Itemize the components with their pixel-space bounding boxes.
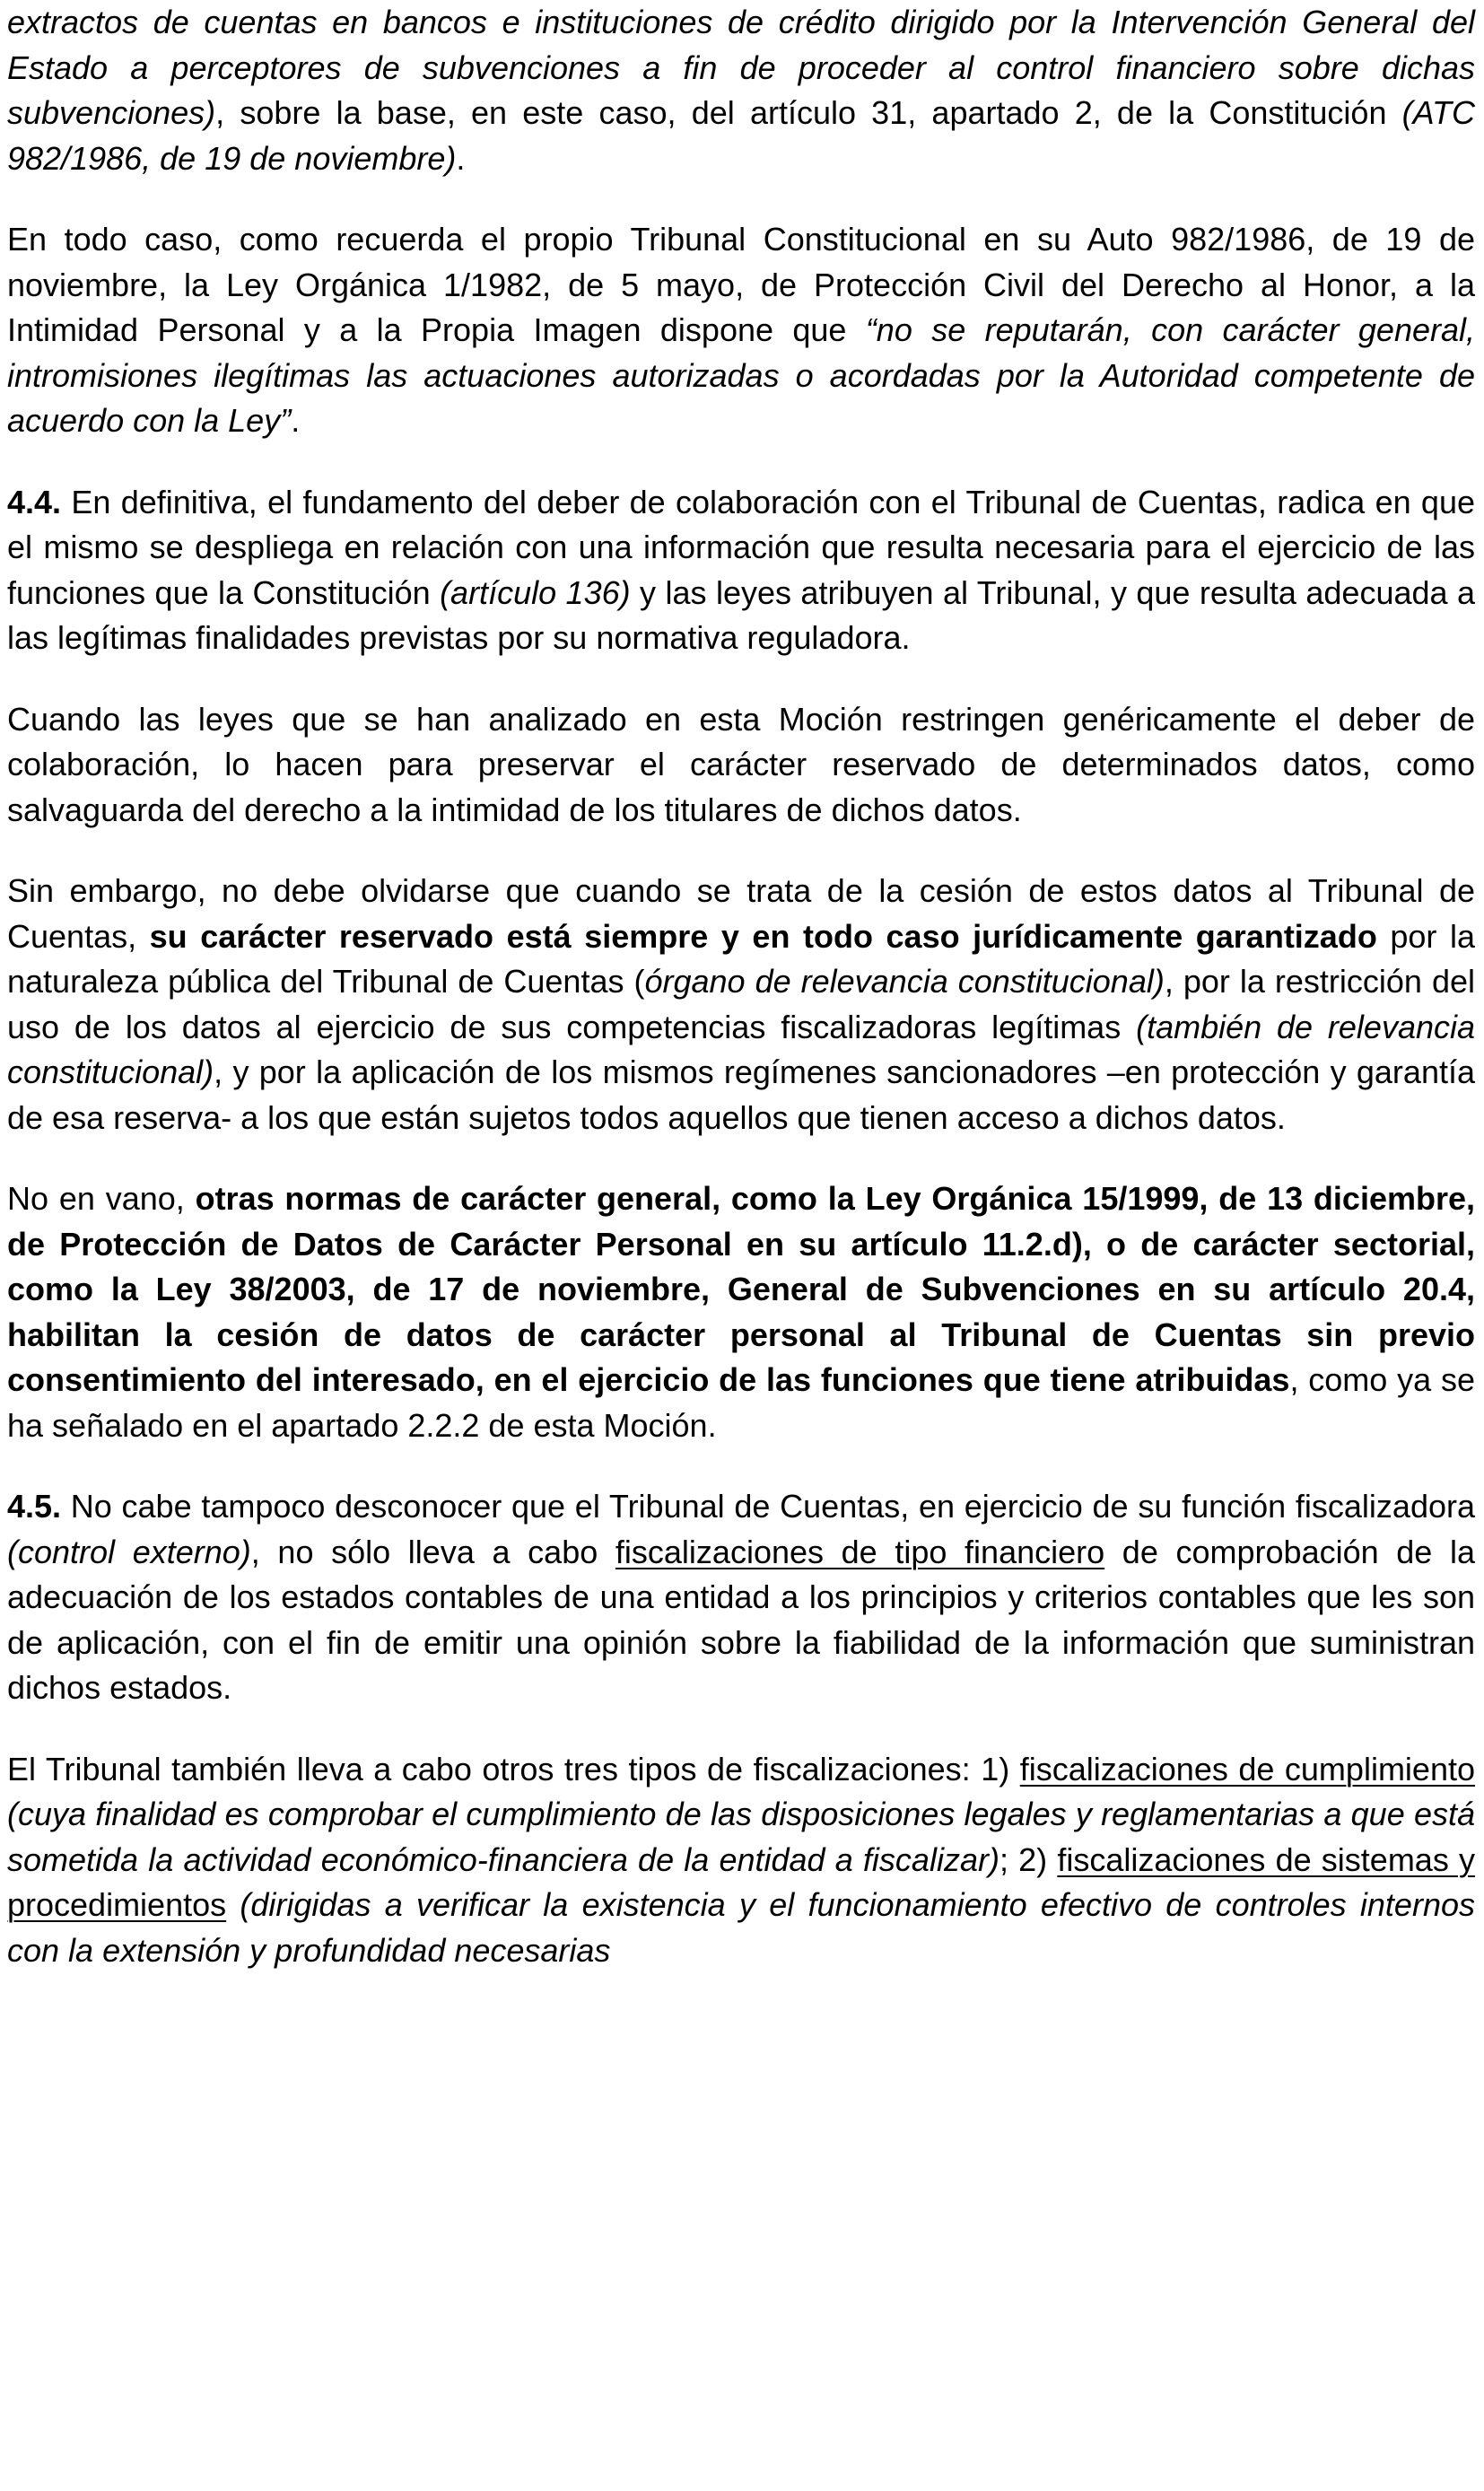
p2-quote: “no se reputarán, con carácter general, intromisiones ilegítimas las actuaciones autorizadas o acordadas por la Autoridad competente de acuerdo con la Ley” [7,311,1475,439]
p2-text-1: En todo caso, como recuerda el propio Tribunal Constitucional en su Auto 982/1986, de 19 de noviembre, la Ley Orgánica 1/1982, de 5 mayo, de Protección Civil del Derecho al Honor, a la Intimidad Personal y a la Propia Imagen dispone que [7,221,1475,348]
p8-text-7 [226,1886,240,1923]
p8-italic-4: (cuya finalidad es comprobar el cumplimiento de las disposiciones legales y reglamentarias a que está sometida la actividad económico-financiera de la entidad a fiscalizar) [7,1796,1475,1878]
p5-text-5: , por la restricción del uso de los datos al ejercicio de sus competencias fiscalizadoras legítimas [7,963,1475,1045]
p8-text-5: ; 2) [999,1840,1058,1878]
p8-underline-6: fiscalizaciones de sistemas y procedimientos [7,1840,1476,1923]
section-number-4-5: 4.5. [7,1488,62,1525]
p5-text-1: Sin embargo, no debe olvidarse que cuando se trata de la cesión de estos datos al Tribunal de Cuentas, [7,872,1475,955]
p3-italic-2: (artículo 136) [440,573,631,611]
p7-italic-2: (control externo) [7,1533,251,1570]
p1-italic-3: (ATC 982/1986, de 19 de noviembre) [7,94,1475,177]
p7-text-3: , no sólo lleva a cabo [250,1533,615,1570]
p5-italic-6: (también de relevancia constitucional) [7,1008,1476,1090]
p5-italic-4: órgano de relevancia constitucional) [644,963,1165,1000]
p3-text-3: y las leyes atribuyen al Tribunal, y que resulta adecuada a las legítimas finalidades previstas por su normativa reguladora. [7,573,1475,656]
p2-text-3: . [291,402,301,439]
p8-text-1: El Tribunal también lleva a cabo otros tres tipos de fiscalizaciones: 1) [7,1750,1020,1787]
paragraph-6 [7,1176,1475,1448]
p5-bold-2: su carácter reservado está siempre y en todo caso jurídicamente garantizado [149,917,1377,955]
p5-text-7: , y por la aplicación de los mismos regímenes sancionadores –en protección y garantía de esa reserva- a los que están sujetos todos aquellos que tienen acceso a dichos datos. [7,1053,1475,1136]
p6-bold-2: otras normas de carácter general, como la Ley Orgánica 15/1999, de 13 diciembre, de Protección de Datos de Carácter Personal en su artículo 11.2.d), o de carácter sectorial, como la Ley 38/2003, de 17 de noviembre, General de Subvenciones en su artículo 20.4, habilitan la cesión de datos de carácter personal al Tribunal de Cuentas sin previo consentimiento del interesado, en el ejercicio de las funciones que tiene atribuidas [7,1180,1475,1398]
p8-underline-2: fiscalizaciones de cumplimiento [1019,1750,1475,1787]
p7-text-5: de comprobación de la adecuación de los estados contables de una entidad a los principios y criterios contables que les son de aplicación, con el fin de emitir una opinión sobre la fiabilidad de la información que suministran dichos estados. [7,1533,1475,1706]
p1-text-4: . [456,139,466,177]
p8-italic-8: (dirigidas a verificar la existencia y el funcionamiento efectivo de controles internos con la extensión y profundidad necesarias [7,1886,1475,1969]
paragraph-4-4 [7,480,1475,661]
p6-text-1: No en vano, [7,1180,196,1217]
paragraph-5 [7,869,1475,1141]
p6-text-3: , como ya se ha señalado en el apartado 2.2.2 de esta Moción. [7,1361,1475,1444]
p3-text-1: En definitiva, el fundamento del deber de colaboración con el Tribunal de Cuentas, radica en que el mismo se despliega en relación con una información que resulta necesaria para el ejercicio de las funciones que la Constitución [7,483,1475,611]
p1-italic-1: extractos de cuentas en bancos e instituciones de crédito dirigido por la Intervención General del Estado a perceptores de subvenciones a fin de proceder al control financiero sobre dichas subvenciones) [7,4,1475,131]
section-number-4-4: 4.4. [7,483,62,520]
paragraph-4 [7,697,1475,834]
document-page [7,0,1475,1973]
paragraph-8 [7,1747,1475,1974]
p5-text-3: por la naturaleza pública del Tribunal de Cuentas ( [7,917,1475,1000]
p7-underline-4: fiscalizaciones de tipo financiero [615,1533,1105,1570]
paragraph-1 [7,0,1475,181]
paragraph-4-5 [7,1484,1475,1711]
p4-text-1: Cuando las leyes que se han analizado en esta Moción restringen genéricamente el deber de colaboración, lo hacen para preservar el carácter reservado de determinados datos, como salvaguarda del derecho a la intimidad de los titulares de dichos datos. [7,700,1475,828]
p7-text-1: No cabe tampoco desconocer que el Tribunal de Cuentas, en ejercicio de su función fiscalizadora [61,1488,1475,1525]
p1-text-2: , sobre la base, en este caso, del artículo 31, apartado 2, de la Constitución [215,94,1402,131]
paragraph-2 [7,217,1475,444]
